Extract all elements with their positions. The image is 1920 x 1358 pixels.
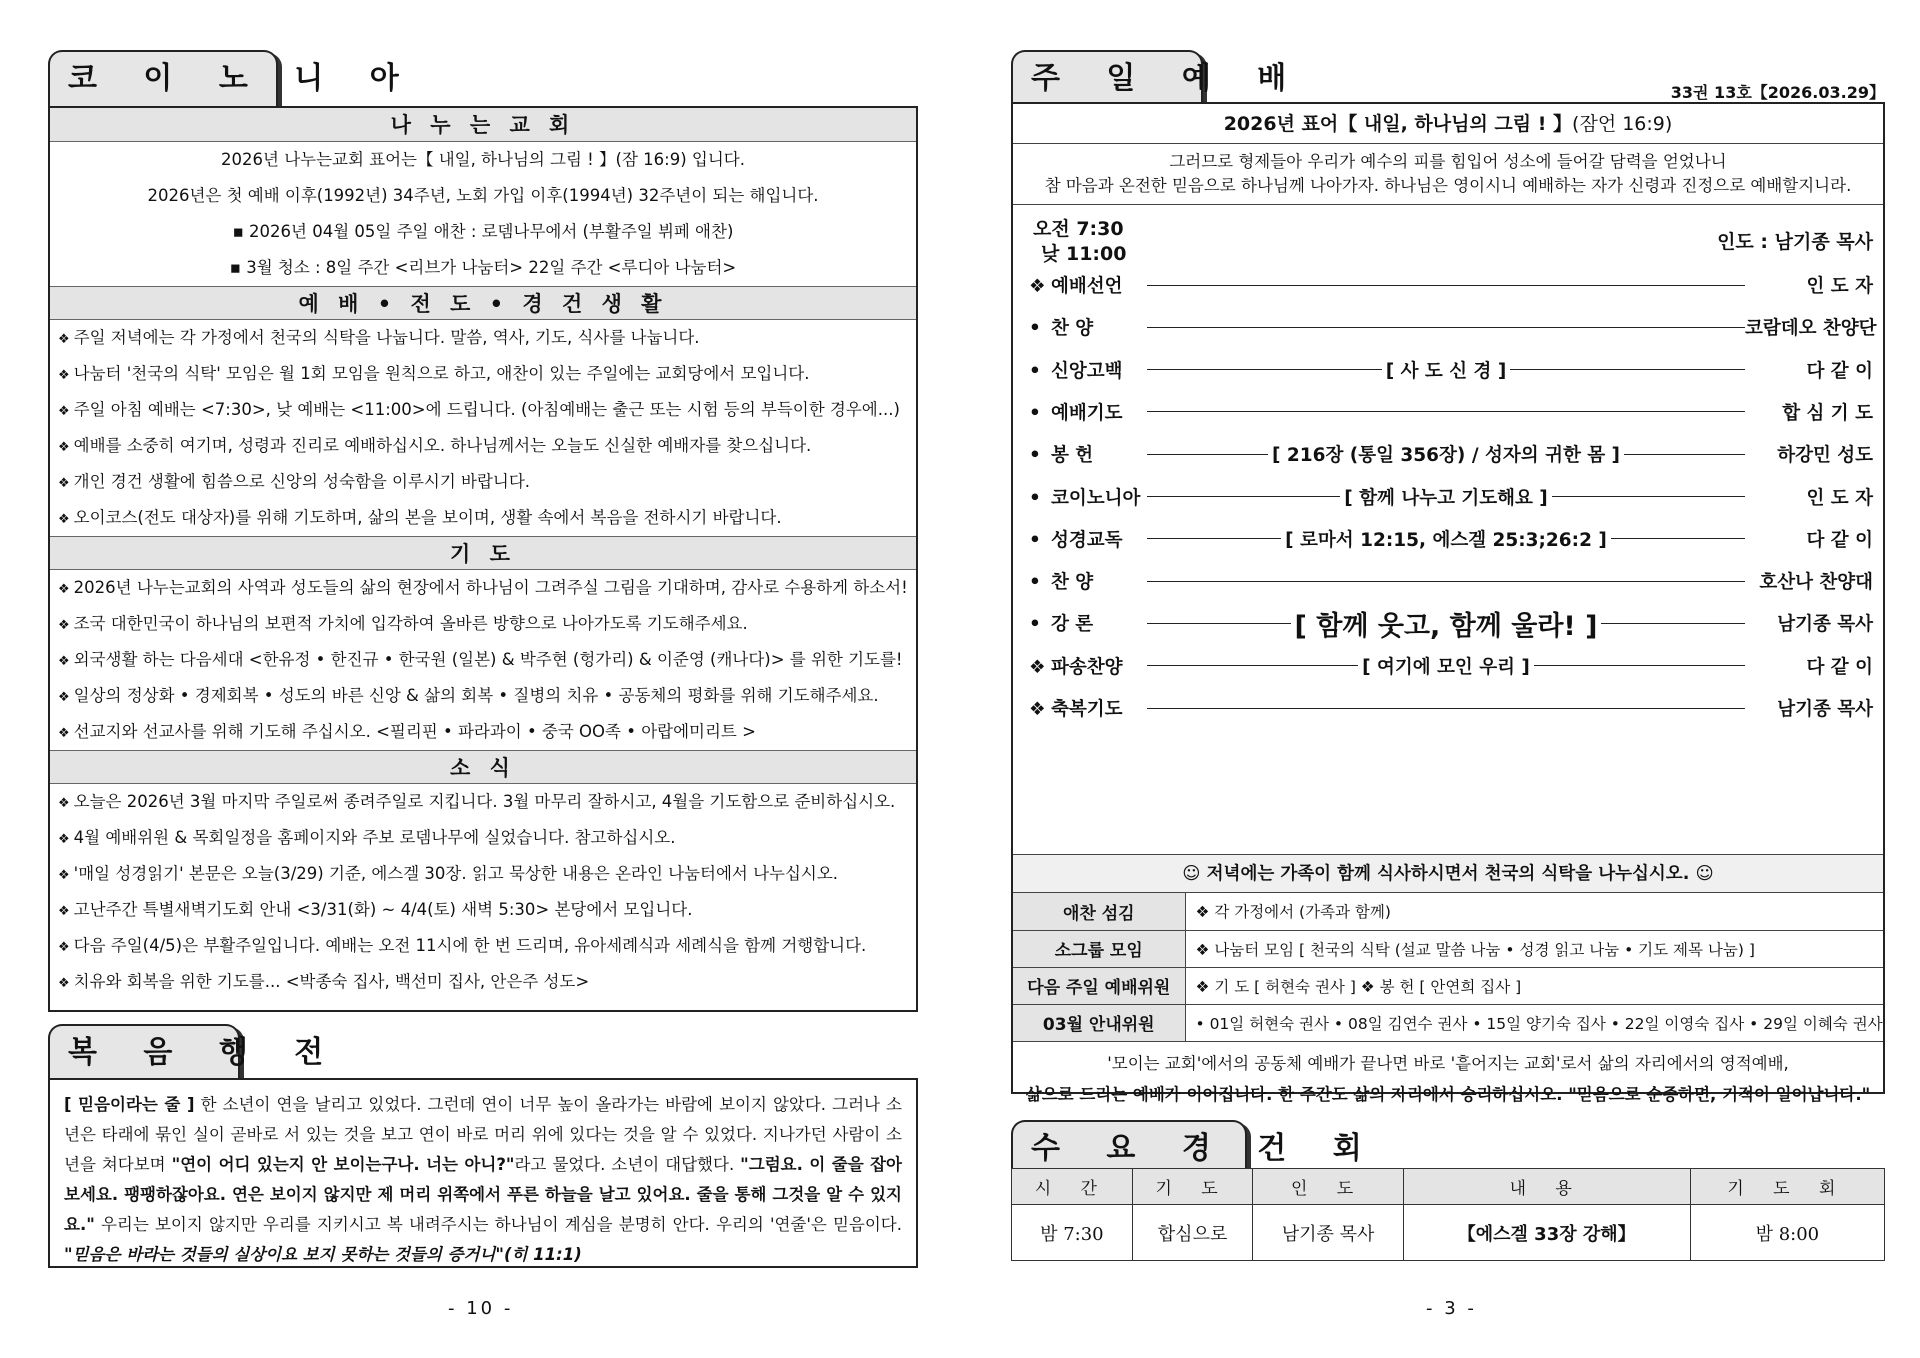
worship-item-text: 나눔터 '천국의 식탁' 모임은 월 1회 모임을 원칙으로 하고, 애찬이 있는 주일에는 교회당에서 모입니다.	[73, 364, 810, 383]
order-label	[1029, 314, 1147, 340]
order-label	[1029, 399, 1147, 425]
worship-item-text: 오이코스(전도 대상자)를 위해 기도하며, 삶의 본을 보이며, 생활 속에서 복음을 전하시기 바랍니다.	[73, 508, 782, 527]
order-row	[1029, 267, 1873, 303]
order-leader-line	[1147, 327, 1745, 328]
order-label-text: 축복기도	[1051, 699, 1123, 720]
order-person: 다 같 이	[1806, 529, 1873, 551]
prayer-item-text: 조국 대한민국이 하나님의 보편적 가치에 입각하여 올바른 방향으로 나아가도록 기도해주세요.	[73, 614, 748, 633]
diamond-bullet-icon: ❖	[58, 976, 70, 991]
order-leader-line	[1147, 441, 1745, 467]
order-row	[1029, 648, 1873, 684]
order-label	[1029, 568, 1147, 594]
order-leader-line	[1147, 581, 1745, 582]
verse-line: 그러므로 형제들아 우리가 예수의 피를 힘입어 성소에 들어갈 담력을 얻었나니	[1169, 152, 1727, 171]
prayer-item-text: 2026년 나누는교회의 사역과 성도들의 삶의 현장에서 하나님이 그려주실 그림을 기대하며, 감사로 수용하게 하소서!	[73, 578, 908, 597]
yearly-theme	[1013, 104, 1883, 144]
order-detail: [ 로마서 12:15, 에스겔 25:3;26:2 ]	[1285, 529, 1607, 551]
info-value: ❖ 기 도 [ 허현숙 권사 ] ❖ 봉 헌 [ 안연희 집사 ]	[1185, 967, 1883, 1004]
church-line: 2026년은 첫 예배 이후(1992년) 34주년, 노회 가입 이후(1994년) 32주년이 되는 해입니다.	[147, 186, 819, 205]
worship-item	[50, 464, 916, 500]
gospel-story	[50, 1080, 916, 1280]
order-of-service	[1013, 205, 1883, 855]
order-label	[1029, 357, 1147, 383]
gospel-title: [ 믿음이라는 줄 ]	[64, 1095, 195, 1114]
diamond-bullet-icon: ❖	[58, 440, 70, 455]
order-label	[1029, 695, 1147, 721]
worship-item	[50, 500, 916, 536]
issue-info: 33권 13호【2026.03.29】	[1670, 83, 1885, 102]
order-bullet-icon: •	[1029, 529, 1041, 551]
gospel-text-2: 라고 물었다. 소년이 대답했다.	[514, 1155, 741, 1174]
order-label-text: 강 론	[1051, 614, 1094, 636]
koinonia-tab: 코 이 노 니 아	[48, 50, 278, 106]
order-label-text: 찬 양	[1051, 572, 1094, 594]
order-bullet-icon: •	[1029, 402, 1041, 424]
diamond-bullet-icon: ❖	[58, 832, 70, 847]
news-item	[50, 928, 916, 964]
news-section-header: 소 식	[50, 750, 916, 784]
order-person: 코람데오 찬양단	[1745, 318, 1877, 340]
evening-note: ☺ 저녁에는 가족이 함께 식사하시면서 천국의 식탁을 나누십시오. ☺	[1013, 855, 1883, 893]
diamond-bullet-icon: ❖	[58, 726, 70, 741]
news-item-text: 다음 주일(4/5)은 부활주일입니다. 예배는 오전 11시에 한 번 드리며, 유아세례식과 세례식을 함께 거행합니다.	[73, 936, 867, 955]
theme-main: 2026년 표어【 내일, 하나님의 그림 ! 】	[1223, 113, 1573, 135]
order-bullet-icon: ❖	[1029, 276, 1046, 297]
wed-header-cell: 인 도	[1253, 1169, 1403, 1205]
wed-header-cell: 내 용	[1403, 1169, 1690, 1205]
prayer-item-text: 선교지와 선교사를 위해 기도해 주십시오. <필리핀 • 파라과이 • 중국 OO족 • 아랍에미리트 >	[73, 722, 756, 741]
diamond-bullet-icon: ❖	[58, 940, 70, 955]
worship-lines	[50, 320, 916, 536]
order-row	[1029, 309, 1877, 345]
info-key: 03월 안내위원	[1013, 1004, 1185, 1041]
diamond-bullet-icon: ❖	[58, 512, 70, 527]
order-bullet-icon: •	[1029, 572, 1041, 594]
worship-item	[50, 392, 916, 428]
prayer-item	[50, 642, 916, 678]
church-lines	[50, 142, 916, 286]
prayer-item-text: 외국생활 하는 다음세대 <한유정 • 한진규 • 한국원 (일본) & 박주현 (헝가리) & 이준영 (캐나다)> 를 위한 기도를!	[73, 650, 903, 669]
order-label-text: 찬 양	[1051, 318, 1094, 340]
info-value: • 01일 허현숙 권사 • 08일 김연수 권사 • 15일 양기숙 집사 • 22일 이영숙 집사 • 29일 이혜숙 권사	[1185, 1004, 1883, 1041]
order-person: 인 도 자	[1806, 276, 1873, 297]
worship-item-text: 주일 아침 예배는 <7:30>, 낮 예배는 <11:00>에 드립니다. (아침예배는 출근 또는 시험 등의 부득이한 경우에...)	[73, 400, 900, 419]
closing-line: 삶으로 드리는 예배가 이어집니다. 한 주간도 삶의 자리에서 승리하십시오. "믿음으로 순종하면, 기적이 일어납니다."	[1025, 1084, 1871, 1104]
order-bullet-icon: •	[1029, 318, 1041, 340]
order-label	[1029, 484, 1147, 510]
worship-item	[50, 356, 916, 392]
dash-line	[1147, 454, 1268, 455]
order-label	[1029, 610, 1147, 636]
wednesday-service-table-wrap	[1011, 1168, 1885, 1261]
worship-item-text: 예배를 소중히 여기며, 성령과 진리로 예배하십시오. 하나님께서는 오늘도 신실한 예배자를 찾으십니다.	[73, 436, 812, 455]
dash-line	[1147, 665, 1358, 666]
order-detail: [ 사 도 신 경 ]	[1385, 360, 1507, 382]
info-row	[1013, 967, 1883, 1004]
order-row	[1029, 394, 1873, 430]
order-person: 다 같 이	[1806, 656, 1873, 678]
order-detail: [ 함께 웃고, 함께 울라! ]	[1294, 610, 1598, 642]
news-item	[50, 964, 916, 1000]
gospel-tab: 복 음 행 전	[48, 1024, 240, 1080]
info-key: 애찬 섬김	[1013, 893, 1185, 930]
order-row	[1029, 605, 1873, 641]
wed-header-cell: 시 간	[1012, 1169, 1133, 1205]
prayer-item	[50, 714, 916, 750]
order-detail: [ 여기에 모인 우리 ]	[1362, 656, 1530, 678]
order-person: 남기종 목사	[1777, 614, 1873, 636]
news-lines	[50, 784, 916, 1000]
time-noon: 낮 11:00	[1041, 243, 1127, 265]
gospel-text-3: 우리는 보이지 않지만 우리를 지키시고 복 내려주시는 하나님이 계심을 분명히 안다. 우리의 '연줄'은 믿음이다.	[94, 1215, 902, 1234]
order-leader-line	[1147, 411, 1745, 412]
service-leader: 인도 : 남기종 목사	[1717, 231, 1873, 253]
diamond-bullet-icon: ❖	[58, 868, 70, 883]
info-row	[1013, 893, 1883, 930]
verse-line: 참 마음과 온전한 믿음으로 하나님께 나아가자. 하나님은 영이시니 예배하는 자가 신령과 진정으로 예배할지니라.	[1044, 176, 1852, 195]
dash-line	[1147, 538, 1281, 539]
diamond-bullet-icon: ❖	[58, 796, 70, 811]
order-label-text: 코이노니아	[1051, 487, 1141, 509]
info-key: 다음 주일 예배위원	[1013, 967, 1185, 1004]
worship-item-text: 개인 경건 생활에 힘씀으로 신앙의 성숙함을 이루시기 바랍니다.	[73, 472, 531, 491]
wednesday-service-table	[1011, 1168, 1885, 1261]
order-leader-line	[1147, 653, 1745, 679]
order-detail: [ 함께 나누고 기도해요 ]	[1344, 487, 1548, 509]
order-label-text: 신앙고백	[1051, 360, 1123, 382]
order-bullet-icon: •	[1029, 487, 1041, 509]
order-leader-line	[1147, 526, 1745, 552]
dash-line	[1147, 369, 1382, 370]
news-item-text: '매일 성경읽기' 본문은 오늘(3/29) 기준, 에스겔 30장. 읽고 묵상한 내용은 온라인 나눔터에서 나누십시오.	[73, 864, 839, 883]
order-person: 다 같 이	[1806, 360, 1873, 382]
order-person: 남기종 목사	[1777, 699, 1873, 720]
order-label	[1029, 653, 1147, 679]
theme-ref: (잠언 16:9)	[1572, 113, 1673, 135]
news-item-text: 고난주간 특별새벽기도회 안내 <3/31(화) ~ 4/4(토) 새벽 5:30> 본당에서 모입니다.	[73, 900, 693, 919]
order-leader-line	[1147, 484, 1745, 510]
order-label-text: 성경교독	[1051, 529, 1123, 551]
gospel-quote-1: "연이 어디 있는지 안 보이는구나. 너는 아니?"	[171, 1155, 515, 1174]
news-item-text: 치유와 회복을 위한 기도를... <박종숙 집사, 백선미 집사, 안은주 성도>	[73, 972, 590, 991]
closing-line: '모이는 교회'에서의 공동체 예배가 끝나면 바로 '흩어지는 교회'로서 삶의 자리에서의 영적예배,	[1107, 1053, 1789, 1073]
news-item	[50, 892, 916, 928]
order-person: 합 심 기 도	[1782, 402, 1873, 424]
diamond-bullet-icon: ❖	[58, 476, 70, 491]
church-line: ▪ 3월 청소 : 8일 주간 <리브가 나눔터> 22일 주간 <루디아 나눔터>	[229, 258, 737, 277]
order-person: 하강민 성도	[1777, 445, 1873, 467]
dash-line	[1611, 538, 1745, 539]
church-info-box	[48, 106, 918, 1012]
dash-line	[1147, 285, 1745, 286]
church-line: ▪ 2026년 04월 05일 주일 애찬 : 로뎀나무에서 (부활주일 뷔페 애찬)	[232, 222, 734, 241]
wed-value-cell: 남기종 목사	[1253, 1205, 1403, 1261]
order-bullet-icon: ❖	[1029, 656, 1046, 678]
order-row	[1029, 352, 1873, 388]
order-label-text: 파송찬양	[1051, 656, 1123, 678]
prayer-item	[50, 606, 916, 642]
church-section-header: 나 누 는 교 회	[50, 108, 916, 142]
order-row	[1029, 479, 1873, 515]
prayer-item	[50, 570, 916, 606]
info-row	[1013, 930, 1883, 967]
news-item-text: 오늘은 2026년 3월 마지막 주일로써 종려주일로 지킵니다. 3월 마무리 잘하시고, 4월을 기도함으로 준비하십시오.	[73, 792, 896, 811]
prayer-section-header: 기 도	[50, 536, 916, 570]
dash-line	[1147, 708, 1745, 709]
dash-line	[1147, 623, 1291, 624]
order-person: 인 도 자	[1806, 487, 1873, 509]
dash-line	[1624, 454, 1745, 455]
prayer-item	[50, 678, 916, 714]
dash-line	[1534, 665, 1745, 666]
order-bullet-icon: •	[1029, 360, 1041, 382]
prayer-item-text: 일상의 정상화 • 경제회복 • 성도의 바른 신앙 & 삶의 회복 • 질병의 치유 • 공동체의 평화를 위해 기도해주세요.	[73, 686, 879, 705]
diamond-bullet-icon: ❖	[58, 904, 70, 919]
news-item	[50, 820, 916, 856]
left-page-number: - 10 -	[448, 1298, 514, 1319]
order-row	[1029, 690, 1873, 726]
church-line: 2026년 나누는교회 표어는【 내일, 하나님의 그림 ! 】(잠 16:9) 입니다.	[221, 150, 745, 169]
dash-line	[1147, 496, 1340, 497]
order-row	[1029, 521, 1873, 557]
order-row	[1029, 436, 1873, 472]
diamond-bullet-icon: ❖	[58, 654, 70, 669]
time-morning: 오전 7:30	[1033, 218, 1124, 240]
order-label-text: 예배기도	[1051, 402, 1123, 424]
diamond-bullet-icon: ❖	[58, 690, 70, 705]
diamond-bullet-icon: ❖	[58, 332, 70, 347]
dash-line	[1510, 369, 1745, 370]
service-times	[1033, 217, 1126, 267]
dash-line	[1147, 581, 1745, 582]
order-person: 호산나 찬양대	[1759, 572, 1873, 594]
wed-value-cell: 【에스겔 33장 강해】	[1403, 1205, 1690, 1261]
worship-item	[50, 320, 916, 356]
scripture-verse	[1013, 144, 1883, 205]
worship-section-header: 예 배 • 전 도 • 경 건 생 활	[50, 286, 916, 320]
dash-line	[1601, 623, 1745, 624]
order-label-text: 봉 헌	[1051, 445, 1094, 467]
gospel-box	[48, 1078, 918, 1268]
order-row	[1029, 563, 1873, 599]
diamond-bullet-icon: ❖	[58, 368, 70, 383]
wed-header-cell: 기 도 회	[1690, 1169, 1884, 1205]
order-bullet-icon: •	[1029, 445, 1041, 467]
diamond-bullet-icon: ❖	[58, 618, 70, 633]
diamond-bullet-icon: ❖	[58, 404, 70, 419]
order-label	[1029, 441, 1147, 467]
prayer-lines	[50, 570, 916, 750]
left-page	[48, 0, 918, 1358]
order-label	[1029, 526, 1147, 552]
dash-line	[1147, 327, 1745, 328]
wednesday-service-tab: 수 요 경 건 회	[1011, 1120, 1247, 1176]
order-bullet-icon: ❖	[1029, 699, 1046, 720]
order-bullet-icon: •	[1029, 614, 1041, 636]
order-leader-line	[1147, 357, 1745, 383]
dash-line	[1147, 411, 1745, 412]
order-leader-line	[1147, 604, 1745, 643]
info-value: ❖ 나눔터 모임 [ 천국의 식탁 (설교 말씀 나눔 • 성경 읽고 나눔 • 기도 제목 나눔) ]	[1185, 930, 1883, 967]
gospel-text-1: 한 소년이 연을 날리고 있었다. 그런데 연이 너무 높이 올라가는 바람에 보이지 않았다. 그러나 소년은 타래에 묶인 실이 곧바로 서 있는 것을 보고 연이 바로 머리 위에 있다는 것을 알 수 있었다. 지나가던 사람이 소년을 쳐다보며	[64, 1095, 902, 1174]
worship-item-text: 주일 저녁에는 각 가정에서 천국의 식탁을 나눕니다. 말씀, 역사, 기도, 식사를 나눕니다.	[73, 328, 700, 347]
sunday-worship-tab: 주 일 예 배	[1011, 50, 1203, 106]
order-leader-line	[1147, 285, 1745, 286]
gospel-verse: "믿음은 바라는 것들의 실상이요 보지 못하는 것들의 증거니"(히 11:1)	[64, 1245, 582, 1264]
info-row	[1013, 1004, 1883, 1041]
info-key: 소그룹 모임	[1013, 930, 1185, 967]
worship-box	[1011, 102, 1885, 1104]
gospel-quote-2: "그럼요. 이 줄을 잡아보세요. 팽팽하잖아요. 연은 보이지 않지만 제 머리 위쪽에서 푸른 하늘을 날고 있어요. 줄을 통해 그것을 알 수 있지요."	[64, 1155, 902, 1234]
order-label-text: 예배선언	[1051, 276, 1123, 297]
wed-value-cell: 합심으로	[1132, 1205, 1253, 1261]
info-value: ❖ 각 가정에서 (가족과 함께)	[1185, 893, 1883, 930]
wed-value-cell: 밤 8:00	[1690, 1205, 1884, 1261]
news-item	[50, 856, 916, 892]
wed-header-cell: 기 도	[1132, 1169, 1253, 1205]
order-label	[1029, 272, 1147, 298]
right-page	[1011, 0, 1885, 1358]
right-page-number: - 3 -	[1426, 1298, 1477, 1319]
order-detail: [ 216장 (통일 356장) / 성자의 귀한 몸 ]	[1271, 445, 1621, 467]
order-leader-line	[1147, 708, 1745, 709]
news-item	[50, 784, 916, 820]
info-table	[1013, 893, 1883, 1042]
closing-message	[1013, 1042, 1883, 1116]
wed-value-cell: 밤 7:30	[1012, 1205, 1133, 1261]
dash-line	[1552, 496, 1745, 497]
news-item-text: 4월 예배위원 & 목회일정을 홈페이지와 주보 로뎀나무에 실었습니다. 참고하십시오.	[73, 828, 676, 847]
diamond-bullet-icon: ❖	[58, 582, 70, 597]
worship-item	[50, 428, 916, 464]
